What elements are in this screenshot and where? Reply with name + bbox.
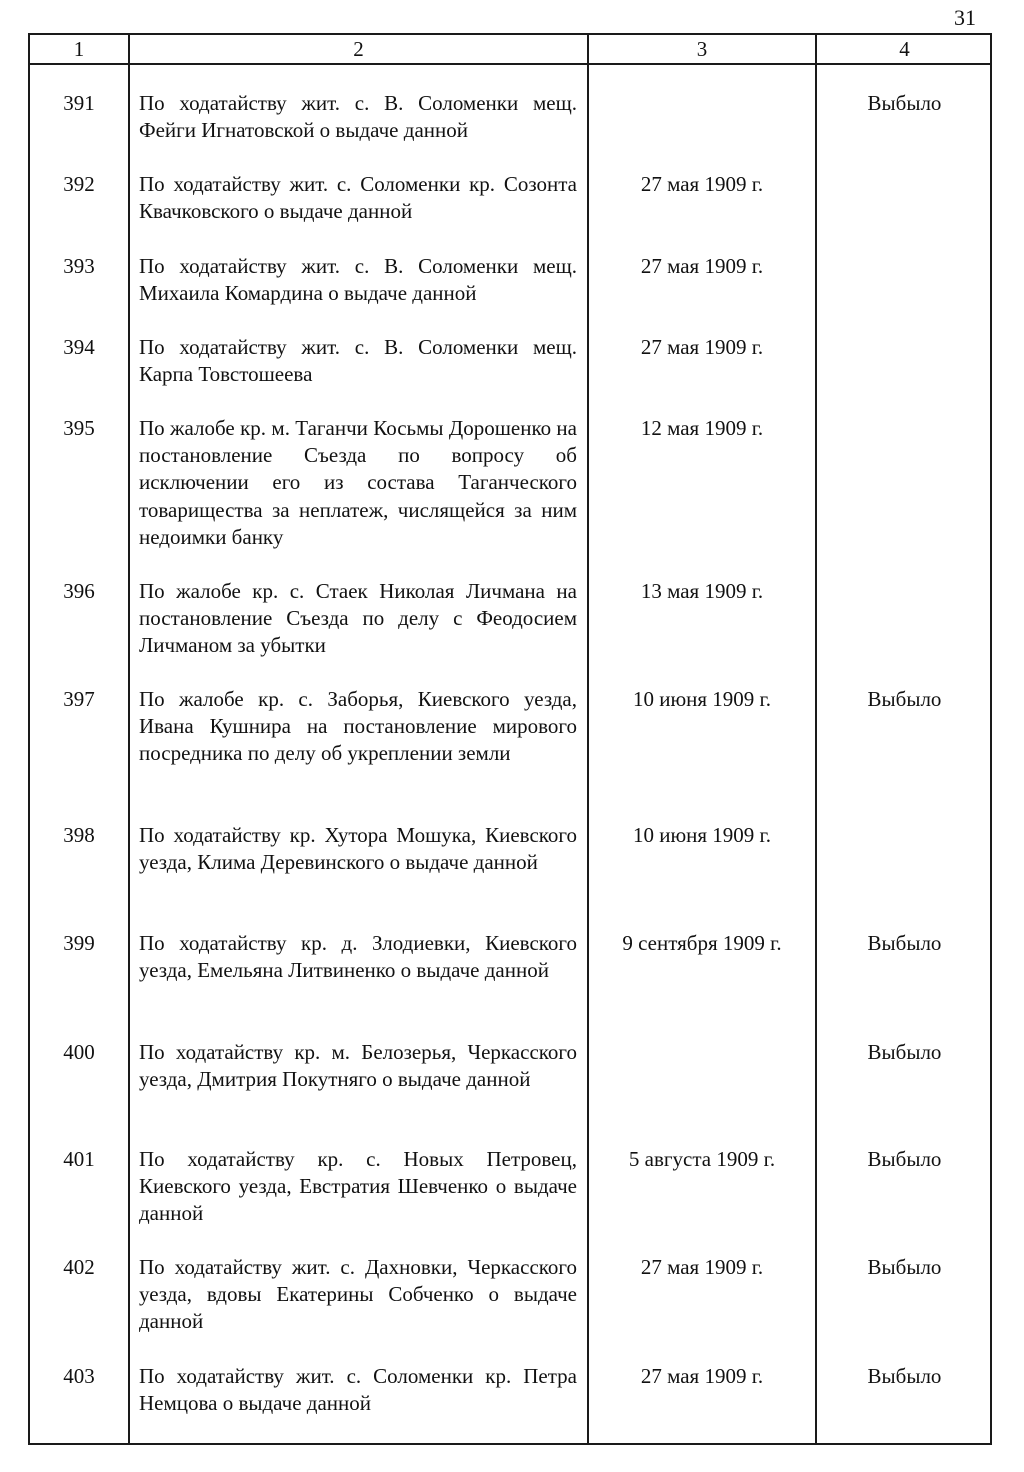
row-description: По жалобе кр. с. Заборья, Киевского уезда, Ивана Кушнира на постановление мирового посредника по делу об укреплении земли <box>139 687 577 766</box>
row-number: 398 <box>63 823 95 847</box>
row-number: 400 <box>63 1040 95 1064</box>
row-description: По ходатайству жит. с. Соломенки кр. Петра Немцова о выдаче данной <box>139 1364 577 1416</box>
row-description: По ходатайству кр. Хутора Мошука, Киевского уезда, Клима Деревинского о выдаче данной <box>139 823 577 875</box>
row-description: По ходатайству кр. с. Новых Петровец, Киевского уезда, Евстратия Шевченко о выдаче данной <box>139 1147 577 1226</box>
row-description: По ходатайству жит. с. В. Соломенки мещ. Карпа Товстошеева <box>139 335 577 387</box>
row-note: Выбыло <box>867 1255 942 1279</box>
column-divider <box>587 35 589 1443</box>
row-description: По ходатайству жит. с. Соломенки кр. Созонта Квачковского о выдаче данной <box>139 172 577 224</box>
row-description: По ходатайству жит. с. В. Соломенки мещ. Фейги Игнатовской о выдаче данной <box>139 91 577 143</box>
row-date: 12 мая 1909 г. <box>640 416 764 440</box>
row-note: Выбыло <box>867 1364 942 1388</box>
row-date: 10 июня 1909 г. <box>632 687 772 711</box>
row-description: По жалобе кр. м. Таганчи Косьмы Дорошенко на постановление Съезда по вопросу об исключении его из состава Таганческого товарищества за неплатеж, числящейся за ним недоимки банку <box>139 416 577 549</box>
page-number: 31 <box>954 5 976 30</box>
row-number: 402 <box>63 1255 95 1279</box>
column-header-4: 4 <box>899 37 910 61</box>
row-date: 27 мая 1909 г. <box>640 254 764 278</box>
row-description: По ходатайству жит. с. В. Соломенки мещ. Михаила Комардина о выдаче данной <box>139 254 577 306</box>
row-note: Выбыло <box>867 1040 942 1064</box>
row-date: 27 мая 1909 г. <box>640 1255 764 1279</box>
row-number: 395 <box>63 416 95 440</box>
row-date: 27 мая 1909 г. <box>640 335 764 359</box>
row-date: 27 мая 1909 г. <box>640 172 764 196</box>
row-note: Выбыло <box>867 931 942 955</box>
registry-table <box>28 33 992 1445</box>
row-date: 9 сентября 1909 г. <box>622 931 782 955</box>
row-date: 5 августа 1909 г. <box>628 1147 776 1171</box>
row-number: 401 <box>63 1147 95 1171</box>
row-description: По ходатайству кр. д. Злодиевки, Киевского уезда, Емельяна Литвиненко о выдаче данной <box>139 931 577 983</box>
column-divider <box>815 35 817 1443</box>
row-number: 396 <box>63 579 95 603</box>
row-number: 391 <box>63 91 95 115</box>
row-date: 10 июня 1909 г. <box>632 823 772 847</box>
column-divider <box>128 35 130 1443</box>
row-number: 394 <box>63 335 95 359</box>
row-description: По жалобе кр. с. Стаек Николая Личмана на постановление Съезда по делу с Феодосием Личманом за убытки <box>139 579 577 658</box>
row-note: Выбыло <box>867 1147 942 1171</box>
row-description: По ходатайству кр. м. Белозерья, Черкасского уезда, Дмитрия Покутняго о выдаче данной <box>139 1040 577 1092</box>
row-date: 13 мая 1909 г. <box>640 579 764 603</box>
row-note: Выбыло <box>867 687 942 711</box>
row-number: 393 <box>63 254 95 278</box>
row-number: 403 <box>63 1364 95 1388</box>
table-header <box>30 35 990 65</box>
row-date: 27 мая 1909 г. <box>640 1364 764 1388</box>
column-header-3: 3 <box>696 37 708 61</box>
row-number: 399 <box>63 931 95 955</box>
column-header-1: 1 <box>73 37 85 61</box>
row-note: Выбыло <box>867 91 942 115</box>
row-number: 392 <box>63 172 95 196</box>
row-number: 397 <box>63 687 95 711</box>
row-description: По ходатайству жит. с. Дахновки, Черкасского уезда, вдовы Екатерины Собченко о выдаче данной <box>139 1255 577 1334</box>
column-header-2: 2 <box>353 37 364 61</box>
